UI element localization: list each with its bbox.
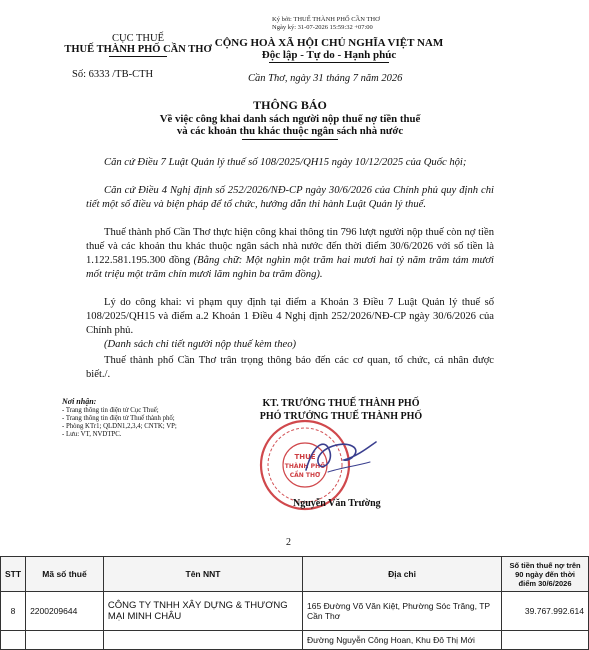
notice-title-block	[86, 98, 494, 140]
notice-title: THÔNG BÁO	[253, 98, 327, 112]
cell-taxpayer-name: CÔNG TY TNHH XÂY DỰNG & THƯƠNG MẠI MINH CHÂU	[103, 592, 302, 631]
column-header-tax-code: Mã số thuế	[26, 557, 104, 592]
disclosure-reason: Lý do công khai: vi phạm quy định tại điểm a Khoản 3 Điều 7 Luật Quản lý thuế số 108/2025/QH15 và điểm a.2 Khoản 1 Điều 4 Nghị định 252/2026/NĐ-CP ngày 30/6/2026 của Chính phủ.	[86, 297, 494, 336]
legal-basis-1: Căn cứ Điều 7 Luật Quản lý thuế số 108/2025/QH15 ngày 10/12/2025 của Quốc hội;	[104, 157, 467, 168]
agency-header	[38, 33, 238, 57]
cell-address: 165 Đường Võ Văn Kiệt, Phường Sóc Trăng, TP Cần Thơ	[303, 592, 502, 631]
taxpayer-debt-table	[0, 556, 589, 650]
handwritten-signature	[300, 432, 380, 482]
recipient-item: - Trang thông tin điện tử Thuế thành phố;	[62, 415, 175, 422]
recipient-item: - Phòng KTr1; QLDN1,2,3,4; CNTK; VP;	[62, 423, 177, 430]
recipients-title: Nơi nhận:	[62, 397, 97, 406]
cell-debt-amount: 39.767.992.614	[502, 592, 589, 631]
national-header	[214, 37, 444, 63]
page-number: 2	[286, 537, 291, 548]
cell-address: Đường Nguyễn Công Hoan, Khu Đô Thị Mới	[303, 631, 502, 650]
column-header-stt: STT	[1, 557, 26, 592]
cell-stt: 8	[1, 592, 26, 631]
notice-subject-line2: và các khoản thu khác thuộc ngân sách nhà nước	[176, 125, 404, 137]
svg-text:THÀNH PHỐ: THÀNH PHỐ	[284, 463, 326, 470]
signature-date: Ngày ký: 31-07-2026 15:59:32 +07:00	[272, 23, 373, 31]
signer-name: Nguyễn Văn Trường	[293, 498, 381, 509]
agency-name: THUẾ THÀNH PHỐ CẦN THƠ	[64, 44, 212, 55]
digital-signature-info	[272, 16, 380, 31]
amount-in-words: (Bằng chữ: Một nghìn một trăm hai mươi hai tỷ năm trăm tám mươi mốt triệu một trăm chín mươi lăm nghìn ba trăm đồng).	[86, 255, 494, 280]
place-date: Cần Thơ, ngày 31 tháng 7 năm 2026	[248, 73, 403, 84]
legal-basis-2: Căn cứ Điều 4 Nghị định số 252/2026/NĐ-CP ngày 30/6/2026 của Chính phủ quy định chi tiết một số điều và biện pháp để tổ chức, hướng dẫn thi hành Luật Quản lý thuế.	[86, 185, 494, 210]
notice-paragraph-1-text: Thuế thành phố Cần Thơ thực hiện công khai thông tin 796 lượt người nộp thuế còn nợ tiền thuế và các khoản thu khác thuộc ngân sách nhà nước đến thời điểm 30/6/2026 với số tiền là 1.122.581.195.300 đồng	[86, 227, 494, 266]
table-row	[1, 592, 589, 631]
motto-underline	[269, 62, 389, 63]
national-motto: Độc lập - Tự do - Hạnh phúc	[261, 49, 397, 61]
signer-title-line1: KT. TRƯỞNG THUẾ THÀNH PHỐ	[262, 398, 420, 409]
cell-tax-code: 2200209644	[26, 592, 104, 631]
signer-title-line2: PHÓ TRƯỞNG THUẾ THÀNH PHỐ	[259, 411, 423, 422]
document-number: Số: 6333 /TB-CTH	[72, 69, 154, 80]
title-underline	[242, 139, 338, 140]
table-header-row	[1, 557, 589, 592]
recipients-block	[62, 398, 262, 439]
country-name: CỘNG HOÀ XÃ HỘI CHỦ NGHĨA VIỆT NAM	[214, 37, 444, 49]
attached-list-note: (Danh sách chi tiết người nộp thuế kèm theo)	[104, 339, 297, 350]
agency-underline	[109, 56, 167, 57]
svg-text:THUẾ: THUẾ	[294, 453, 316, 461]
column-header-taxpayer-name: Tên NNT	[103, 557, 302, 592]
column-header-debt-amount: Số tiền thuế nợ trên 90 ngày đến thời điểm 30/6/2026	[502, 557, 589, 592]
column-header-address: Địa chỉ	[303, 557, 502, 592]
notice-paragraph-1	[86, 226, 494, 282]
agency-parent: CỤC THUẾ	[111, 33, 165, 44]
recipient-item: - Trang thông tin điện tử Cục Thuế;	[62, 407, 159, 414]
notice-subject-line1: Về việc công khai danh sách người nộp thuế nợ tiền thuế	[159, 113, 421, 125]
recipient-item: - Lưu: VT, NVDTPC.	[62, 431, 122, 438]
svg-text:CẦN THƠ: CẦN THƠ	[289, 472, 321, 479]
closing-paragraph: Thuế thành phố Cần Thơ trân trọng thông báo đến các cơ quan, tổ chức, cá nhân được biết./.	[86, 355, 494, 380]
signature-signer: Ký bởi: THUẾ THÀNH PHỐ CẦN THƠ	[272, 16, 380, 23]
